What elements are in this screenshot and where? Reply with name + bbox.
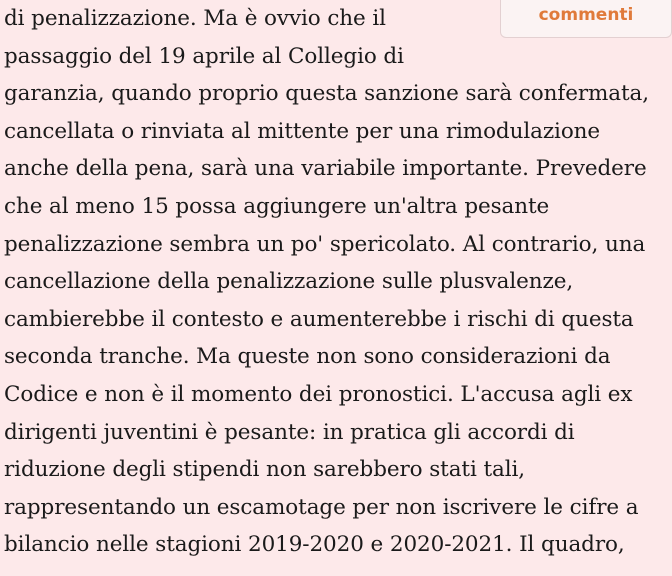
article-line: Codice e non è il momento dei pronostici. L'accusa agli ex [4, 381, 633, 407]
article-line: riduzione degli stipendi non sarebbero stati tali, [4, 457, 526, 483]
article-line: cancellata o rinviata al mittente per una rimodulazione [4, 118, 601, 144]
article-line: cambierebbe il contesto e aumenterebbe i rischi di questa [4, 306, 634, 332]
article-line: rappresentando un escamotage per non iscrivere le cifre a [4, 494, 639, 520]
article-line: bilancio nelle stagioni 2019-2020 e 2020-2021. Il quadro, [4, 532, 625, 558]
comments-button-label: commenti [538, 5, 634, 25]
article-line: seconda tranche. Ma queste non sono considerazioni da [4, 344, 611, 370]
article-line: cancellazione della penalizzazione sulle plusvalenze, [4, 269, 574, 295]
article-line: dirigenti juventini è pesante: in pratica gli accordi di [4, 419, 575, 445]
article-line: penalizzazione sembra un po' spericolato. Al contrario, una [4, 231, 646, 257]
article-line: di penalizzazione. Ma è ovvio che il [4, 6, 386, 31]
article-line: garanzia, quando proprio questa sanzione sarà confermata, [4, 81, 649, 107]
article-line: anche della pena, sarà una variabile importante. Prevedere [4, 156, 647, 182]
article-line: che al meno 15 possa aggiungere un'altra pesante [4, 193, 550, 219]
article-line: passaggio del 19 aprile al Collegio di [4, 43, 404, 69]
article-body [4, 0, 668, 564]
